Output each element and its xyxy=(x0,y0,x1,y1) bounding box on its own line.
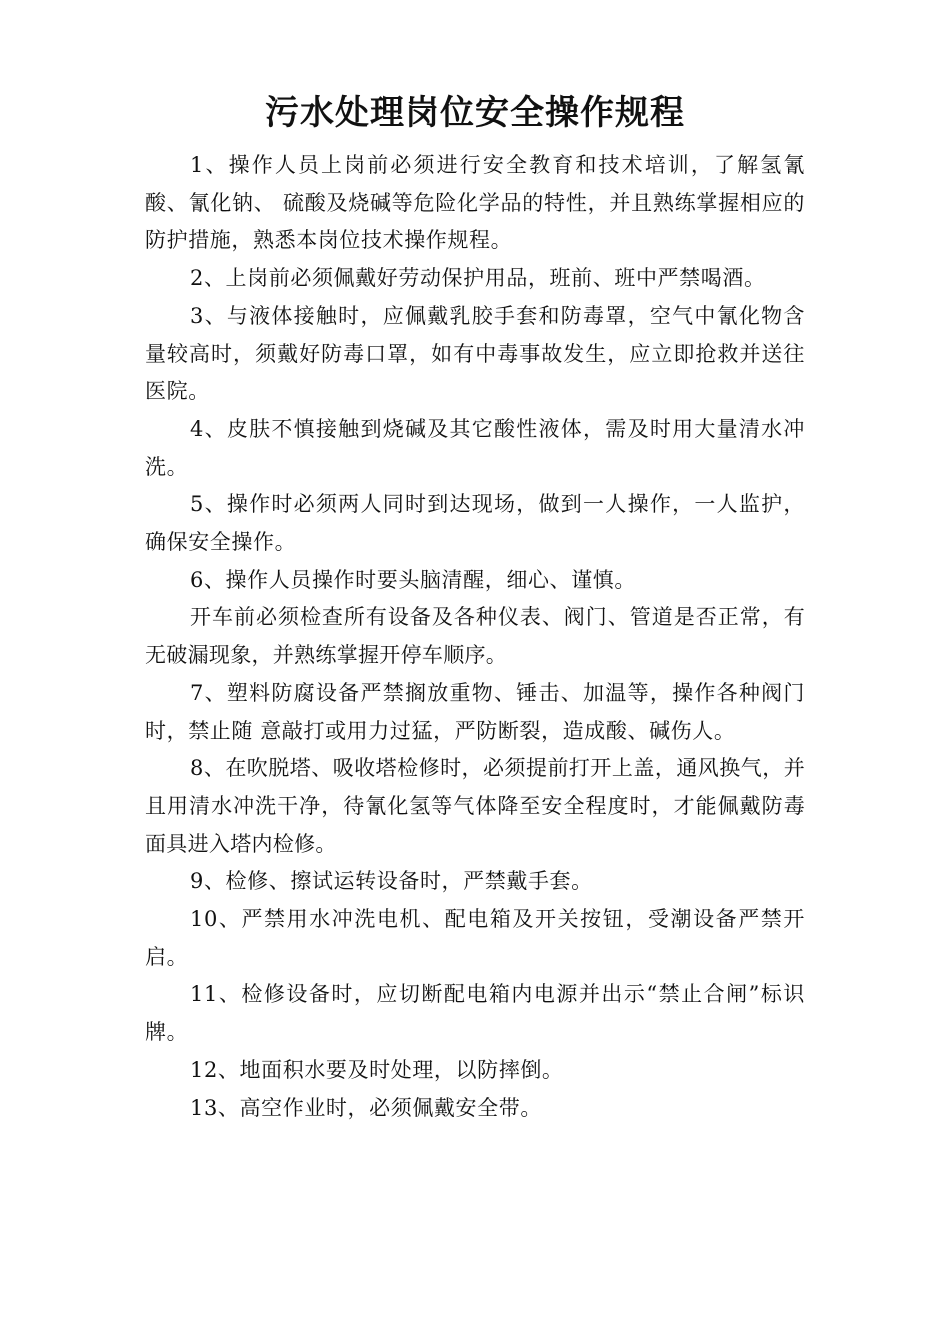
rule-paragraph-8: 8、在吹脱塔、吸收塔检修时，必须提前打开上盖，通风换气，并且用清水冲洗干净，待氰化氢等气体降至安全程度时，才能佩戴防毒面具进入塔内检修。 xyxy=(145,756,805,856)
rule-paragraph-7: 7、塑料防腐设备严禁搁放重物、锤击、加温等，操作各种阀门时，禁止随 意敲打或用力过猛，严防断裂，造成酸、碱伤人。 xyxy=(145,680,805,743)
document-title: 污水处理岗位安全操作规程 xyxy=(265,93,685,133)
document-body xyxy=(145,147,805,1127)
rule-paragraph-13: 13、高空作业时，必须佩戴安全带。 xyxy=(190,1095,542,1120)
rule-paragraph-10: 10、严禁用水冲洗电机、配电箱及开关按钮，受潮设备严禁开启。 xyxy=(145,907,805,969)
rule-paragraph-1: 1、操作人员上岗前必须进行安全教育和技术培训，了解氢氰酸、氰化钠、 硫酸及烧碱等危险化学品的特性，并且熟练掌握相应的防护措施，熟悉本岗位技术操作规程。 xyxy=(145,153,805,253)
rule-paragraph-6: 6、操作人员操作时要头脑清醒，细心、谨慎。 xyxy=(190,567,636,592)
rule-paragraph-startup-check: 开车前必须检查所有设备及各种仪表、阀门、管道是否正常，有无破漏现象，并熟练掌握开停车顺序。 xyxy=(145,605,805,668)
rule-paragraph-5: 5、操作时必须两人同时到达现场，做到一人操作，一人监护，确保安全操作。 xyxy=(145,492,805,555)
rule-paragraph-3: 3、与液体接触时，应佩戴乳胶手套和防毒罩，空气中氰化物含量较高时，须戴好防毒口罩，如有中毒事故发生，应立即抢救并送往医院。 xyxy=(145,303,805,404)
rule-paragraph-4: 4、皮肤不慎接触到烧碱及其它酸性液体，需及时用大量清水冲洗。 xyxy=(145,416,805,479)
rule-paragraph-11: 11、检修设备时，应切断配电箱内电源并出示“禁止合闸”标识牌。 xyxy=(145,982,805,1045)
rule-paragraph-9: 9、检修、擦试运转设备时，严禁戴手套。 xyxy=(190,869,593,894)
rule-paragraph-2: 2、上岗前必须佩戴好劳动保护用品，班前、班中严禁喝酒。 xyxy=(190,266,766,291)
rule-paragraph-12: 12、地面积水要及时处理，以防摔倒。 xyxy=(190,1057,564,1082)
